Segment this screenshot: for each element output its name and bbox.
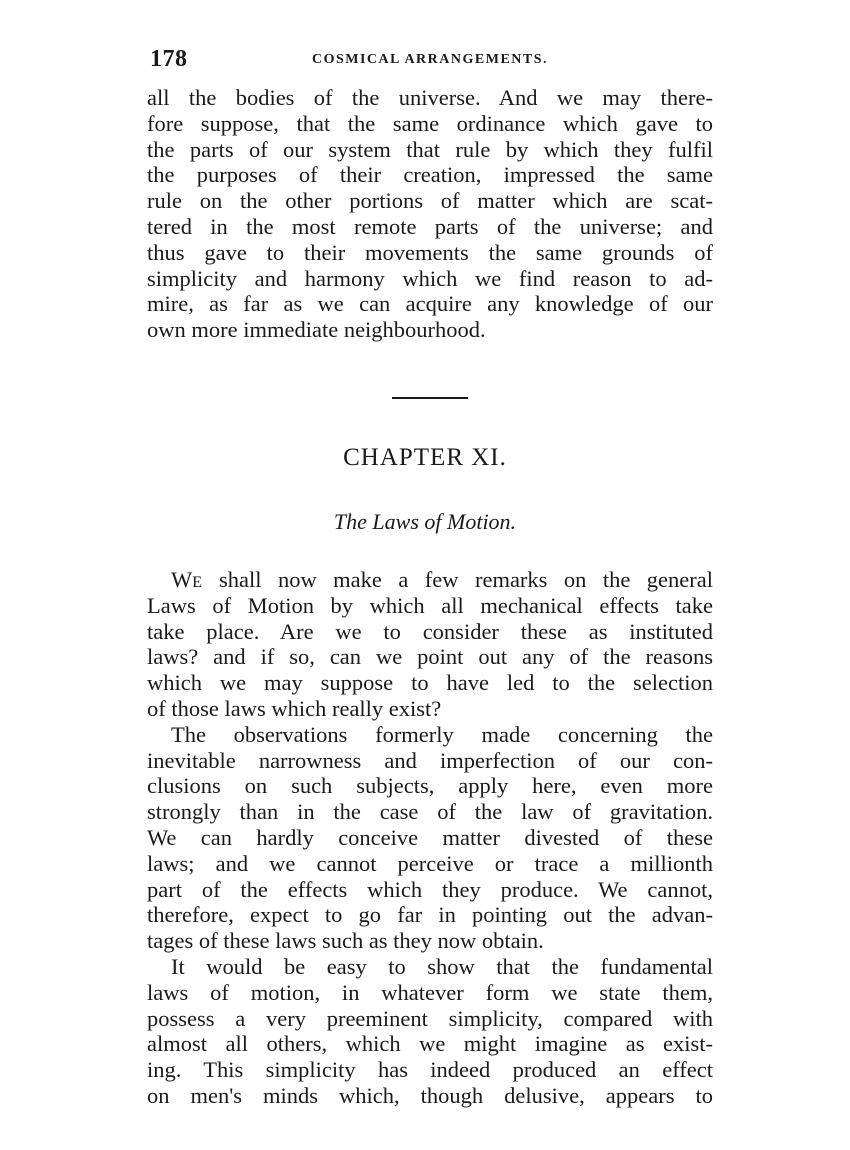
text-line: thus gave to their movements the same grounds of	[147, 239, 713, 265]
text-line: It would be easy to show that the fundamental	[171, 953, 713, 979]
page-number: 178	[150, 46, 188, 72]
text-line: therefore, expect to go far in pointing out the advan-	[147, 902, 713, 928]
text-line: The observations formerly made concerning the	[171, 721, 713, 747]
dropcap-letter: W	[171, 567, 193, 592]
text-line: mire, as far as we can acquire any knowledge of our	[147, 291, 713, 317]
text-line: the purposes of their creation, impressed the same	[147, 162, 713, 188]
text-line: inevitable narrowness and imperfection of our con-	[147, 747, 713, 773]
text-line: possess a very preeminent simplicity, compared with	[147, 1005, 713, 1031]
text-line: rule on the other portions of matter which are scat-	[147, 188, 713, 214]
continued-paragraph	[147, 85, 713, 343]
text-line: simplicity and harmony which we find reason to ad-	[147, 265, 713, 291]
chapter-subtitle: The Laws of Motion.	[333, 509, 517, 534]
text-line: tages of these laws such as they now obtain.	[147, 928, 544, 954]
text-line: of those laws which really exist?	[147, 695, 442, 721]
running-title: COSMICAL ARRANGEMENTS.	[311, 52, 549, 67]
text-line: clusions on such subjects, apply here, even more	[147, 773, 713, 799]
text-line: part of the effects which they produce. We cannot,	[147, 876, 713, 902]
chapter-body	[147, 567, 713, 1109]
text-line: take place. Are we to consider these as instituted	[147, 618, 713, 644]
text-line: tered in the most remote parts of the universe; and	[147, 213, 713, 239]
text-line: the parts of our system that rule by which they fulfil	[147, 136, 713, 162]
text-line: laws; and we cannot perceive or trace a millionth	[147, 850, 713, 876]
running-head	[150, 46, 710, 76]
text-line: which we may suppose to have led to the selection	[147, 670, 713, 696]
small-caps-letter: E	[192, 574, 203, 591]
first-line-text: shall now make a few remarks on the general	[202, 567, 713, 592]
text-line: laws? and if so, can we point out any of the reasons	[147, 644, 713, 670]
text-line: all the bodies of the universe. And we may there-	[147, 85, 713, 110]
text-line: Laws of Motion by which all mechanical effects take	[147, 592, 713, 618]
section-divider	[392, 397, 468, 399]
chapter-heading: CHAPTER XI.	[343, 444, 507, 471]
text-line: strongly than in the case of the law of gravitation.	[147, 799, 713, 825]
text-line: ing. This simplicity has indeed produced an effect	[147, 1057, 713, 1083]
text-line: on men's minds which, though delusive, appears to	[147, 1082, 713, 1108]
text-line: We can hardly conceive matter divested of these	[147, 824, 713, 850]
text-line: fore suppose, that the same ordinance which gave to	[147, 110, 713, 136]
text-line: laws of motion, in whatever form we state them,	[147, 979, 713, 1005]
text-line	[147, 567, 713, 593]
text-line: own more immediate neighbourhood.	[147, 317, 486, 343]
text-line: almost all others, which we might imagine as exist-	[147, 1031, 713, 1057]
